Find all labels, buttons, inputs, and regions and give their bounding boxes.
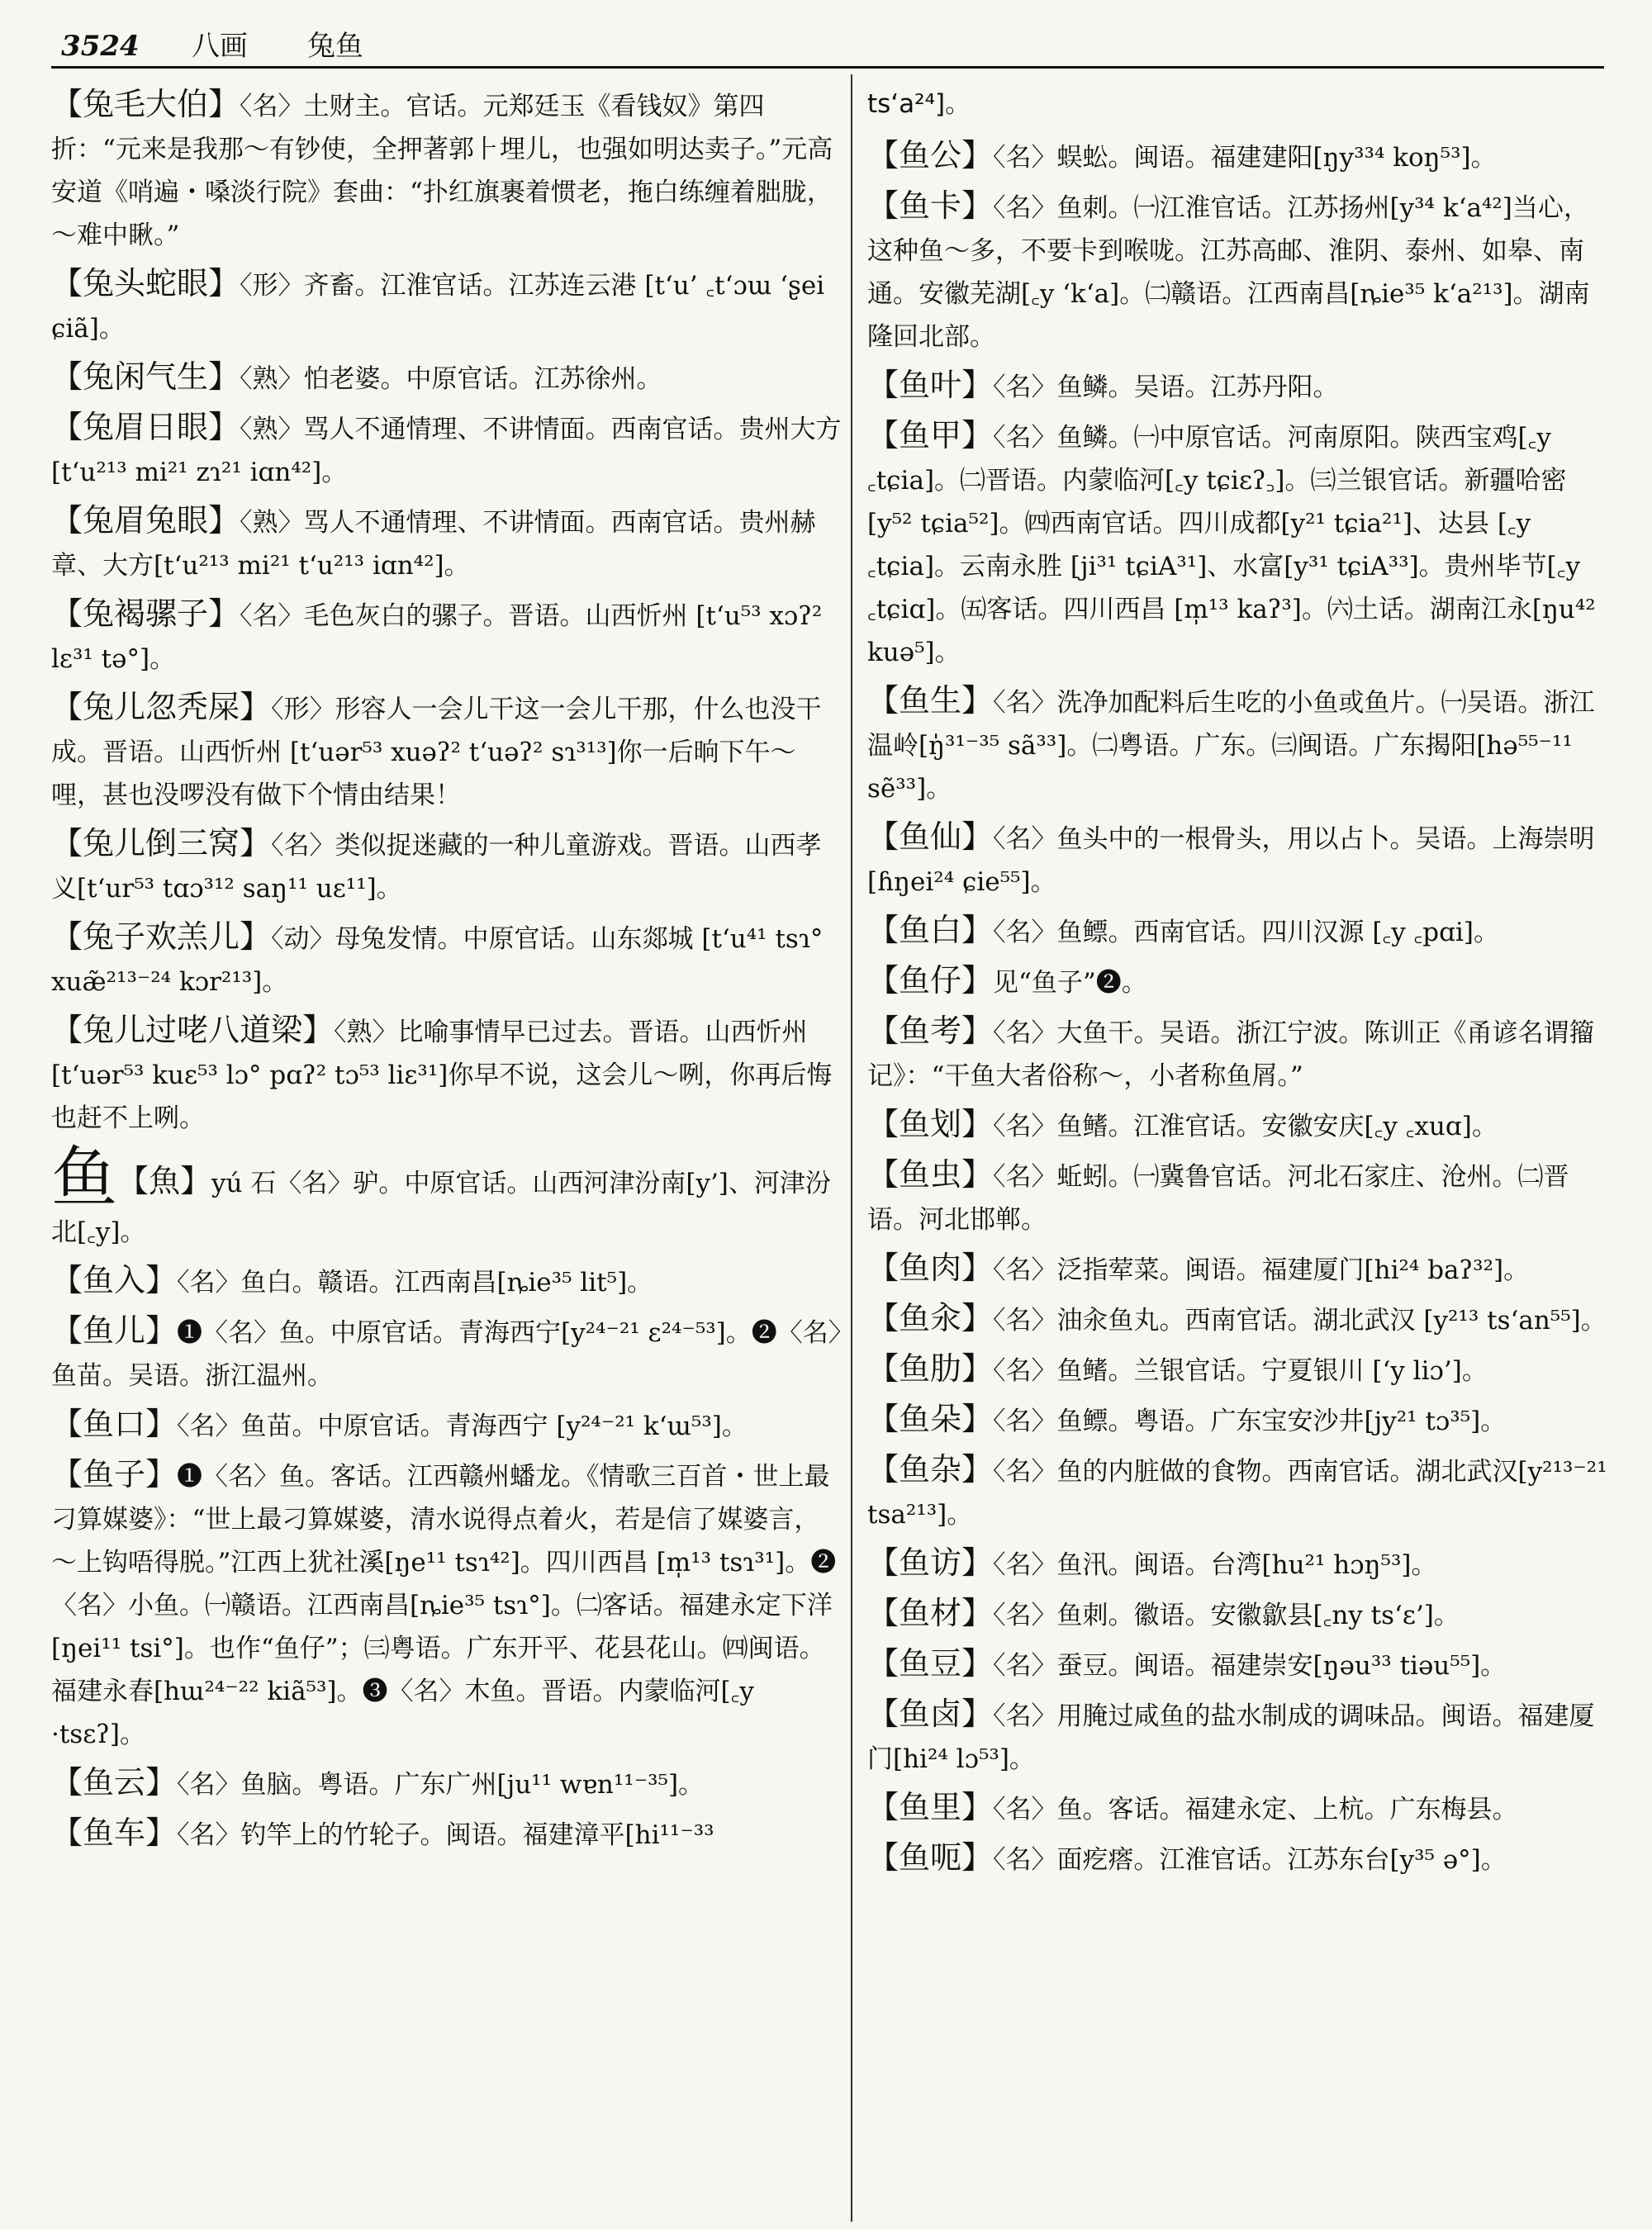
headword: 【鱼车】 xyxy=(51,1815,178,1851)
headword: 【鱼子】 xyxy=(51,1456,178,1492)
headword: 【鱼入】 xyxy=(51,1262,178,1298)
definition: 〈名〉鱼苗。中原官话。青海西宁 [y²⁴⁻²¹ k‘ɯ⁵³]。 xyxy=(177,1412,748,1441)
definition: 〈名〉毛色灰白的骡子。晋语。山西忻州 [t‘u⁵³ xɔʔ² lɛ³¹ tə°]。 xyxy=(51,601,823,674)
definition: 〈名〉鱼的内脏做的食物。西南官话。湖北武汉[y²¹³⁻²¹ tsa²¹³]。 xyxy=(867,1457,1607,1530)
entry xyxy=(51,1259,844,1304)
entry xyxy=(51,915,844,1004)
entry xyxy=(867,1009,1611,1098)
definition: 〈熟〉比喻事情早已过去。晋语。山西忻州[t‘uər⁵³ kuɛ⁵³ lɔ° pɑʔ² tɔ⁵³ liɛ³¹]你早不说，这会儿～咧，你再后悔也赶不上咧。 xyxy=(51,1018,833,1133)
headword: 【鱼杂】 xyxy=(867,1451,994,1487)
headword: 【鱼豆】 xyxy=(867,1645,994,1682)
definition: 〈名〉油汆鱼丸。西南官话。湖北武汉 [y²¹³ ts‘an⁵⁵]。 xyxy=(993,1306,1607,1336)
traditional-form: 【魚】 xyxy=(117,1163,212,1199)
definition: yú 石〈名〉驴。中原官话。山西河津汾南[y’]、河津汾北[꜀y]。 xyxy=(51,1169,831,1247)
definition: 〈熟〉骂人不通情理、不讲情面。西南官话。贵州大方[t‘u²¹³ mi²¹ zɿ²¹ iɑn⁴²]。 xyxy=(51,415,842,487)
headword: 【鱼划】 xyxy=(867,1106,994,1142)
continued-text: ts‘a²⁴]。 xyxy=(867,89,971,119)
headword: 【鱼公】 xyxy=(867,137,994,173)
definition: 〈名〉鱼鳍。江淮官话。安徽安庆[꜀y ꜀xuɑ]。 xyxy=(993,1112,1498,1141)
headword: 【鱼里】 xyxy=(867,1789,994,1825)
entry xyxy=(867,679,1611,810)
entry xyxy=(867,134,1611,179)
definition: 〈熟〉骂人不通情理、不讲情面。西南官话。贵州赫章、大方[t‘u²¹³ mi²¹ t‘u²¹³ iɑn⁴²]。 xyxy=(51,508,816,581)
definition: 〈名〉鱼白。赣语。江西南昌[ȵie³⁵ lit⁵]。 xyxy=(177,1268,653,1298)
headword: 【鱼卡】 xyxy=(867,187,994,224)
headword: 【兔眉日眼】 xyxy=(51,409,240,445)
definition: 〈名〉蚕豆。闽语。福建崇安[ŋəu³³ tiəu⁵⁵]。 xyxy=(993,1651,1507,1681)
main-character: 鱼 xyxy=(51,1139,117,1216)
entry xyxy=(867,1347,1611,1393)
headword: 【鱼肋】 xyxy=(867,1350,994,1387)
headword: 【兔眉兔眼】 xyxy=(51,502,240,539)
headword: 【鱼肉】 xyxy=(867,1250,994,1286)
definition: 〈名〉鱼鳍。兰银官话。宁夏银川 [‘y liɔ’]。 xyxy=(993,1356,1488,1386)
entry xyxy=(51,1811,844,1857)
right-column xyxy=(867,83,1611,2213)
entry xyxy=(51,406,844,494)
entry xyxy=(867,1246,1611,1292)
headword: 【鱼生】 xyxy=(867,682,994,719)
definition: 〈名〉鱼刺。徽语。安徽歙县[꜀ny ts‘ɛ’]。 xyxy=(993,1601,1460,1630)
headword: 【鱼呃】 xyxy=(867,1839,994,1876)
headword: 【鱼朵】 xyxy=(867,1401,994,1437)
entry xyxy=(51,83,844,257)
definition: 〈名〉蚯蚓。㈠冀鲁官话。河北石家庄、沧州。㈡晋语。河北邯郸。 xyxy=(867,1162,1569,1235)
definition: 〈动〉母兔发情。中原官话。山东郯城 [t‘u⁴¹ tsɿ° xuæ̃²¹³⁻²⁴ kɔr²¹³]。 xyxy=(51,924,824,997)
definition: 〈形〉形容人一会儿干这一会儿干那，什么也没干成。晋语。山西忻州 [t‘uər⁵³ xuəʔ² t‘uəʔ² sɿ³¹³]你一后晌下午～哩，甚也没啰没有做下个情由结果！ xyxy=(51,695,822,810)
entry xyxy=(867,1786,1611,1831)
definition: ❶〈名〉鱼。中原官话。青海西宁[y²⁴⁻²¹ ɛ²⁴⁻⁵³]。❷〈名〉鱼苗。吴语。浙江温州。 xyxy=(51,1318,842,1391)
definition: 〈形〉齐畜。江淮官话。江苏连云港 [t‘u’ ꜀t‘ɔɯ ‘ʂei ɕiã]。 xyxy=(51,271,825,344)
header-chars: 兔鱼 xyxy=(307,30,363,63)
header-rule xyxy=(51,66,1604,69)
headword: 【兔闲气生】 xyxy=(51,358,240,395)
column-divider xyxy=(851,74,852,2222)
entry xyxy=(867,1642,1611,1687)
entry xyxy=(867,184,1611,358)
headword: 【兔儿倒三窝】 xyxy=(51,825,272,861)
definition: 〈名〉面疙瘩。江淮官话。江苏东台[y³⁵ ə°]。 xyxy=(993,1845,1507,1875)
definition: 见“鱼子”❷。 xyxy=(993,968,1147,998)
definition: 〈名〉泛指荤菜。闽语。福建厦门[hi²⁴ baʔ³²]。 xyxy=(993,1255,1530,1285)
definition: 〈名〉鱼头中的一根骨头，用以占卜。吴语。上海崇明[ɦŋei²⁴ ɕie⁵⁵]。 xyxy=(867,824,1595,897)
entry xyxy=(867,1541,1611,1587)
entry xyxy=(867,1592,1611,1637)
headword: 【鱼甲】 xyxy=(867,417,994,453)
definition: 〈名〉鱼鳔。粤语。广东宝安沙井[jy²¹ tɔ³⁵]。 xyxy=(993,1407,1507,1436)
definition: 〈名〉鱼鳞。吴语。江苏丹阳。 xyxy=(993,372,1339,402)
entry xyxy=(51,499,844,587)
definition: 〈熟〉怕老婆。中原官话。江苏徐州。 xyxy=(240,364,662,394)
headword: 【兔子欢羔儿】 xyxy=(51,918,272,955)
entry xyxy=(867,1836,1611,1881)
entry xyxy=(51,1008,844,1140)
entry xyxy=(51,822,844,910)
headword: 【鱼虫】 xyxy=(867,1156,994,1193)
headword: 【兔毛大伯】 xyxy=(51,86,240,122)
stroke-count: 八画 xyxy=(192,30,248,63)
definition: 〈名〉土财主。官话。元郑廷玉《看钱奴》第四折：“元来是我那～有钞使，全押著郭⺊埋儿，也强如明达卖子。”元高安道《哨遍・嗓淡行院》套曲：“扑红旗裹着惯老，拖白练缠着胐胧，～难中瞅。” xyxy=(51,92,833,250)
entry xyxy=(51,262,844,350)
entry xyxy=(867,815,1611,904)
entry xyxy=(51,1402,844,1448)
headword: 【鱼仙】 xyxy=(867,818,994,855)
page-header xyxy=(51,23,1604,69)
entry xyxy=(867,363,1611,409)
entry xyxy=(51,1453,844,1756)
headword: 【鱼访】 xyxy=(867,1544,994,1581)
entry xyxy=(867,909,1611,954)
entry xyxy=(51,355,844,401)
headword: 【鱼儿】 xyxy=(51,1312,178,1349)
definition: 〈名〉鱼刺。㈠江淮官话。江苏扬州[y³⁴ k‘a⁴²]当心，这种鱼～多，不要卡到喉咙。江苏高邮、淮阴、泰州、如皋、南通。安徽芜湖[꜀y ‘k‘a]。㈡赣语。江西南昌[ȵie³⁵ k‘a²¹³]。湖南隆回北部。 xyxy=(867,193,1590,352)
entry xyxy=(867,1297,1611,1342)
definition: 〈名〉蜈蚣。闽语。福建建阳[ŋy³³⁴ koŋ⁵³]。 xyxy=(993,143,1497,173)
headword: 【鱼仔】 xyxy=(867,962,994,999)
definition: 〈名〉洗净加配料后生吃的小鱼或鱼片。㈠吴语。浙江温岭[ŋ̍³¹⁻³⁵ sã³³]。㈡粤语。广东。㈢闽语。广东揭阳[hə⁵⁵⁻¹¹ sẽ³³]。 xyxy=(867,688,1595,804)
headword: 【鱼材】 xyxy=(867,1595,994,1631)
entry xyxy=(51,592,844,681)
entry xyxy=(51,686,844,817)
definition: 〈名〉鱼鳔。西南官话。四川汉源 [꜀y ꜀pɑi]。 xyxy=(993,918,1499,947)
entry xyxy=(867,1448,1611,1536)
left-column xyxy=(51,83,844,2213)
definition: 〈名〉鱼脑。粤语。广东广州[ju¹¹ wɐn¹¹⁻³⁵]。 xyxy=(177,1770,705,1800)
headword: 【兔褐骡子】 xyxy=(51,595,240,632)
definition: ❶〈名〉鱼。客话。江西赣州蟠龙。《情歌三百首・世上最刁算媒婆》：“世上最刁算媒婆，清水说得点着火，若是信了媒婆言，～上钩唔得脱。”江西上犹社溪[ŋe¹¹ tsɿ⁴²]。四川西昌 [m̩¹³ tsɿ³¹]。❷〈名〉小鱼。㈠赣语。江西南昌[ȵie³⁵ tsɿ°]。㈡客话。福建永定下洋 [ŋei¹¹ tsi°]。也作“鱼仔”；㈢粤语。广东开平、花县花山。㈣闽语。福建永春[hɯ²⁴⁻²² kiã⁵³]。❸〈名〉木鱼。晋语。内蒙临河[꜀y ·tsɛʔ]。 xyxy=(51,1462,837,1749)
definition: 〈名〉用腌过咸鱼的盐水制成的调味品。闽语。福建厦门[hi²⁴ lɔ⁵³]。 xyxy=(867,1701,1595,1774)
entry xyxy=(51,1309,844,1397)
entry-main-character xyxy=(51,1139,844,1254)
page-number: 3524 xyxy=(61,30,140,63)
entry xyxy=(867,414,1611,674)
headword: 【兔头蛇眼】 xyxy=(51,265,240,301)
headword: 【兔儿忽秃屎】 xyxy=(51,689,272,725)
headword: 【鱼云】 xyxy=(51,1764,178,1801)
entry xyxy=(867,1153,1611,1241)
entry xyxy=(867,1397,1611,1443)
headword: 【鱼考】 xyxy=(867,1013,994,1049)
entry xyxy=(867,959,1611,1004)
headword: 【鱼口】 xyxy=(51,1406,178,1442)
definition: 〈名〉大鱼干。吴语。浙江宁波。陈训正《甬谚名谓籀记》：“干鱼大者俗称～，小者称鱼屑。” xyxy=(867,1018,1595,1091)
headword: 【鱼白】 xyxy=(867,912,994,948)
definition: 〈名〉鱼鳞。㈠中原官话。河南原阳。陕西宝鸡[꜀y ꜀tɕia]。㈡晋语。内蒙临河[꜀y tɕiɛʔ꜆]。㈢兰银官话。新疆哈密[y⁵² tɕia⁵²]。㈣西南官话。四川成都[y²¹ tɕia²¹]、达县 [꜀y ꜀tɕia]。云南永胜 [ji³¹ tɕiA³¹]、水富[y³¹ tɕiA³³]。贵州毕节[꜀y ꜀tɕiɑ]。㈤客话。四川西昌 [m̩¹³ kaʔ³]。㈥土话。湖南江永[ŋu⁴² kuə⁵]。 xyxy=(867,423,1596,667)
entry xyxy=(867,1692,1611,1781)
entry xyxy=(867,1103,1611,1148)
definition: 〈名〉钓竿上的竹轮子。闽语。福建漳平[hi¹¹⁻³³ xyxy=(177,1820,714,1850)
headword: 【鱼卤】 xyxy=(867,1696,994,1732)
entry xyxy=(51,1761,844,1806)
headword: 【鱼汆】 xyxy=(867,1300,994,1336)
definition: 〈名〉鱼汛。闽语。台湾[hu²¹ hɔŋ⁵³]。 xyxy=(993,1550,1437,1580)
headword: 【兔儿过咾八道梁】 xyxy=(51,1012,335,1048)
definition: 〈名〉类似捉迷藏的一种儿童游戏。晋语。山西孝义[t‘ur⁵³ tɑɔ³¹² saŋ¹¹ uɛ¹¹]。 xyxy=(51,831,822,904)
definition: 〈名〉鱼。客话。福建永定、上杭。广东梅县。 xyxy=(993,1795,1518,1824)
headword: 【鱼叶】 xyxy=(867,367,994,403)
